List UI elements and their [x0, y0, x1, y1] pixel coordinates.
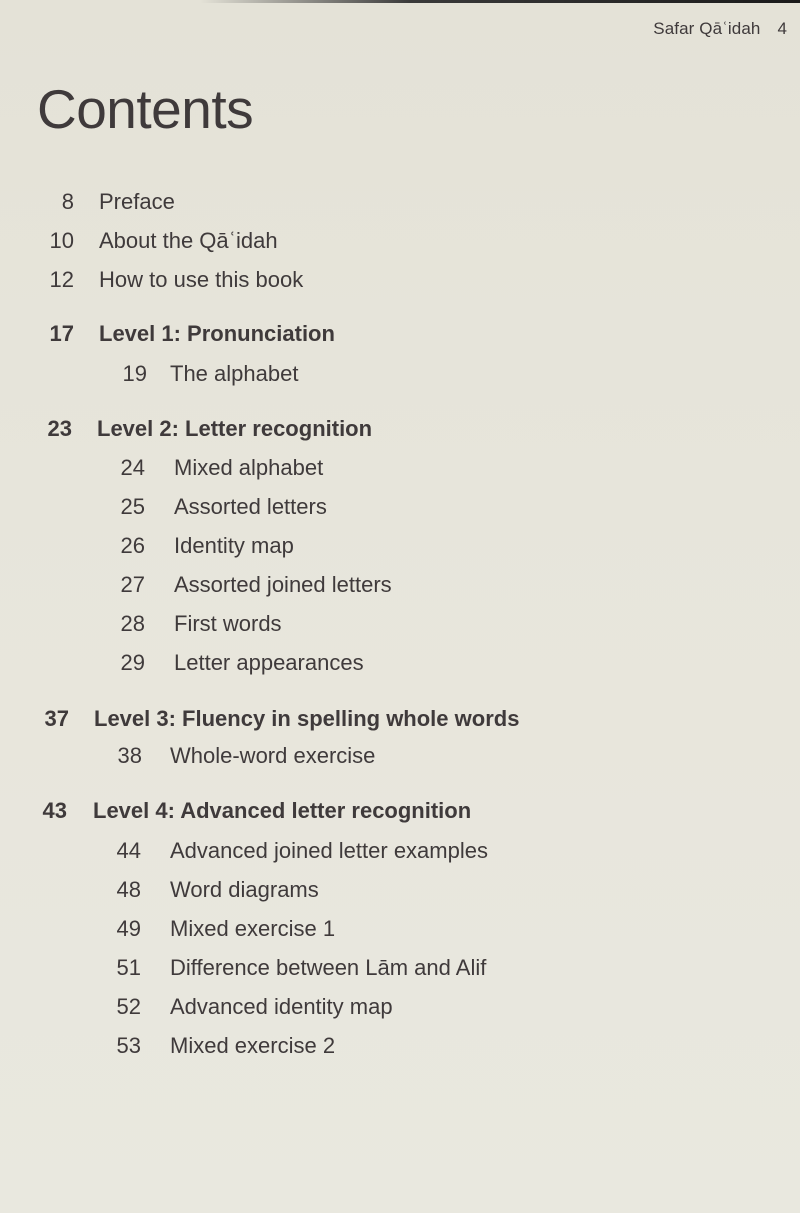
toc-label: Letter appearances — [174, 650, 364, 675]
toc-page-number: 53 — [116, 1033, 141, 1058]
toc-label: Word diagrams — [170, 877, 319, 902]
book-title: Safar Qāʿidah — [653, 19, 761, 38]
toc-entry — [106, 840, 488, 862]
toc-entry — [110, 574, 392, 596]
toc-page-number: 24 — [120, 455, 145, 480]
toc-page-number: 48 — [116, 877, 141, 902]
toc-label: Identity map — [174, 533, 294, 558]
toc-page-number: 26 — [120, 533, 145, 558]
toc-page-number: 25 — [120, 494, 145, 519]
toc-entry — [110, 457, 323, 479]
toc-label: About the Qāʿidah — [99, 228, 278, 253]
toc-page-number: 12 — [49, 267, 74, 292]
toc-page-number: 28 — [120, 611, 145, 636]
page-title: Contents — [37, 78, 254, 140]
toc-page-number: 43 — [42, 798, 67, 823]
toc-level-heading — [33, 800, 471, 822]
toc-page-number: 23 — [47, 416, 72, 441]
toc-level-heading — [38, 418, 372, 440]
toc-label: Mixed exercise 2 — [170, 1033, 336, 1058]
toc-level-heading — [35, 708, 519, 730]
toc-page-number: 52 — [116, 994, 141, 1019]
toc-page-number: 49 — [116, 916, 141, 941]
toc-level-label: Level 2: Letter recognition — [97, 416, 373, 441]
toc-entry — [106, 996, 393, 1018]
toc-label: Advanced identity map — [170, 994, 393, 1019]
toc-page-number: 8 — [61, 189, 74, 214]
toc-label: Advanced joined letter examples — [170, 838, 488, 863]
toc-label: Assorted joined letters — [174, 572, 392, 597]
toc-page-number: 27 — [120, 572, 145, 597]
toc-label: Mixed exercise 1 — [170, 916, 336, 941]
toc-level-label: Level 1: Pronunciation — [99, 321, 335, 346]
toc-label: Assorted letters — [174, 494, 327, 519]
toc-entry — [110, 652, 364, 674]
toc-entry — [112, 363, 298, 385]
running-header — [653, 19, 787, 39]
toc-entry — [110, 535, 294, 557]
toc-level-heading — [40, 323, 335, 345]
toc-page-number: 17 — [49, 321, 74, 346]
toc-page-number: 38 — [117, 743, 142, 768]
toc-entry — [107, 745, 375, 767]
toc-level-label: Level 4: Advanced letter recognition — [93, 798, 472, 823]
toc-page-number: 10 — [49, 228, 74, 253]
toc-label: Whole-word exercise — [170, 743, 376, 768]
page-edge-shadow — [200, 0, 800, 3]
toc-entry — [40, 230, 278, 252]
toc-level-label: Level 3: Fluency in spelling whole words — [94, 706, 520, 731]
toc-label: First words — [174, 611, 282, 636]
toc-entry — [106, 957, 486, 979]
toc-label: Preface — [99, 189, 175, 214]
toc-entry — [106, 918, 335, 940]
toc-label: Difference between Lām and Alif — [170, 955, 487, 980]
toc-page-number: 19 — [122, 361, 147, 386]
toc-label: How to use this book — [99, 267, 304, 292]
toc-entry — [110, 496, 327, 518]
page-number: 4 — [777, 19, 787, 38]
toc-label: Mixed alphabet — [174, 455, 324, 480]
toc-entry — [40, 191, 175, 213]
toc-label: The alphabet — [170, 361, 299, 386]
toc-entry — [106, 1035, 335, 1057]
toc-page-number: 29 — [120, 650, 145, 675]
toc-entry — [110, 613, 282, 635]
toc-entry — [106, 879, 319, 901]
toc-page-number: 51 — [116, 955, 141, 980]
toc-page-number: 37 — [44, 706, 69, 731]
toc-entry — [40, 269, 303, 291]
toc-page-number: 44 — [116, 838, 141, 863]
